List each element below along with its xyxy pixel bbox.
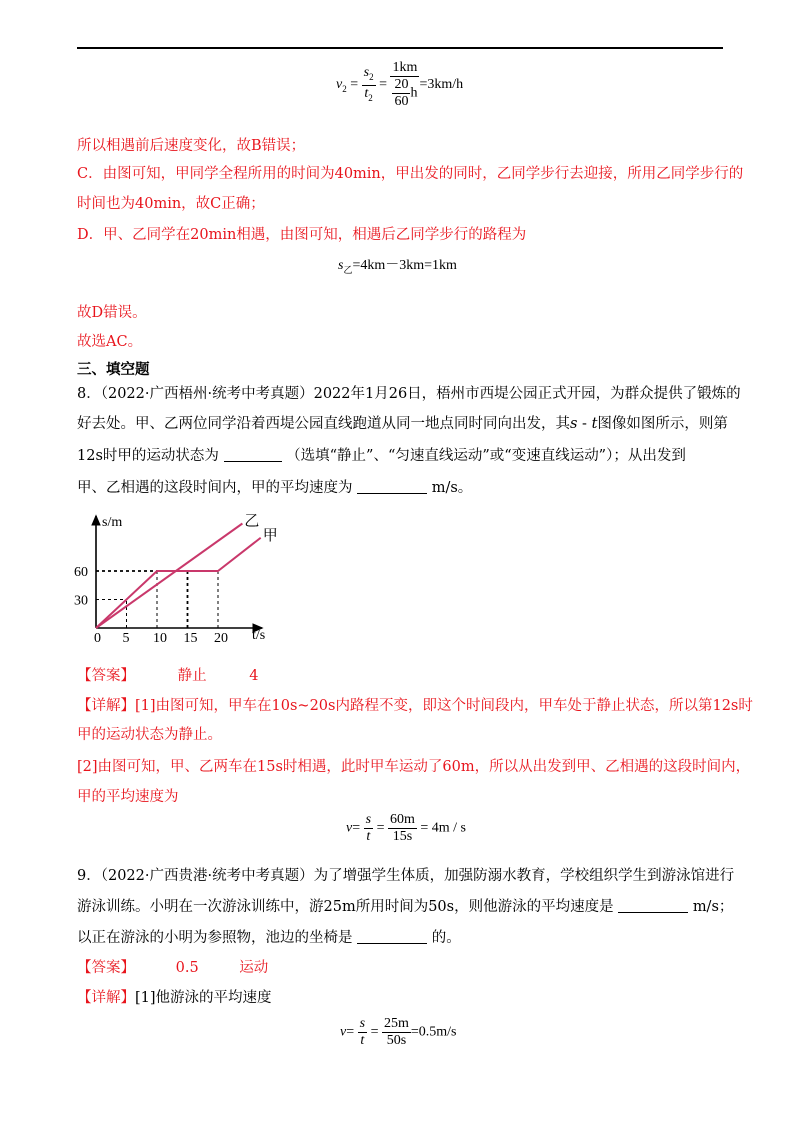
q8-line-1: 8．（2022·广西梧州·统考中考真题）2022年1月26日，梧州市西堤公园正式开园，为群众提供了锻炼的 — [77, 386, 741, 402]
q8-detail-1: 【详解】[1]由图可知，甲车在10s~20s内路程不变，即这个时间段内，甲车处于静止状态，所以第12s时 — [77, 698, 753, 714]
header-rule — [77, 47, 723, 49]
q9-line-2: 游泳训练。小明在一次游泳训练中，游25m所用时间为50s，则他游泳的平均速度是 m/s； — [77, 899, 734, 915]
q9-answer — [77, 958, 268, 978]
q8-line-3: 12s时甲的运动状态为 （选填“静止”、“匀速直线运动”或“变速直线运动”）；从出发到 — [77, 448, 686, 464]
q9-line-3: 以正在游泳的小明为参照物，池边的坐椅是 的。 — [77, 930, 461, 946]
answer-tag: 【答案】 — [77, 960, 135, 976]
formula-v2: $v_2$ = $\frac{s_2}{t_2}$ = 1km $\frac{20}{60}$ h =3km/h — [336, 60, 464, 109]
q8-answer — [77, 666, 258, 686]
y-tick-label: 60 — [74, 565, 88, 580]
formula-s-rest: =4km－3km=1km — [352, 258, 457, 273]
b-conclusion: 所以相遇前后速度变化，故B错误； — [77, 138, 306, 154]
series-line — [96, 538, 261, 628]
formula-inner-fraction — [392, 77, 410, 110]
q8-detail-4: 甲的平均速度为 — [77, 789, 179, 805]
answer-value-1: 静止 — [177, 668, 207, 684]
q8-formula: v= $\frac{s}{t}$ = $\frac{60m}{15s}$ = 4m / s — [346, 812, 466, 844]
formula-result: =3km/h — [419, 77, 464, 93]
formula-numerator: 1km — [390, 60, 419, 77]
formula-inner-num: 20 — [394, 77, 409, 92]
series-label: 乙 — [244, 511, 260, 530]
formula-s-symbol: s — [338, 258, 344, 273]
x-tick-label: 10 — [153, 631, 167, 646]
answer-blank-1[interactable] — [224, 447, 282, 462]
answer-value-2: 4 — [249, 668, 259, 684]
y-axis-label: s/m — [102, 515, 123, 530]
series-line — [96, 524, 242, 629]
d-conclusion: 故D错误。 — [77, 305, 147, 321]
formula-equals: = — [350, 77, 359, 93]
formula-v-symbol: v — [336, 77, 343, 93]
c-line-1: C．由图可知，甲同学全程所用的时间为40min，甲出发的同时，乙同学步行去迎接，所用乙同学步行的 — [77, 166, 744, 182]
answer-blank-4[interactable] — [357, 929, 427, 944]
formula-inner-den: 60 — [394, 94, 409, 109]
d-line-1: D．甲、乙同学在20min相遇，由图可知，相遇后乙同学步行的路程为 — [77, 227, 527, 243]
formula-t: t — [364, 85, 369, 101]
q9-detail-1: 【详解】[1]他游泳的平均速度 — [77, 990, 272, 1006]
formula-s-distance — [338, 254, 457, 276]
q8-line-2: 好去处。甲、乙两位同学沿着西堤公园直线跑道从同一地点同时同向出发，其s - t图像如图所示，则第 — [77, 416, 728, 432]
formula-t-sub: 2 — [368, 92, 373, 103]
formula-s-subscript: 乙 — [343, 264, 353, 275]
st-graph — [72, 504, 292, 646]
x-tick-label: 15 — [183, 631, 198, 646]
x-tick-label: 0 — [94, 631, 101, 646]
formula-unit-h: h — [410, 85, 418, 101]
formula-s-sub: 2 — [369, 71, 374, 82]
series-label: 甲 — [262, 525, 278, 544]
q9-formula: v= $\frac{s}{t}$ = $\frac{25m}{50s}$ =0.5m/s — [340, 1016, 457, 1048]
answer-tag: 【答案】 — [77, 668, 135, 684]
answer-value-1: 0.5 — [175, 960, 199, 976]
section-heading: 三、填空题 — [77, 361, 150, 378]
x-tick-label: 20 — [214, 631, 228, 646]
c-line-2: 时间也为40min，故C正确； — [77, 196, 265, 212]
answer-choice: 故选AC。 — [77, 334, 143, 350]
answer-value-2: 运动 — [239, 960, 269, 976]
answer-blank-2[interactable] — [357, 479, 427, 494]
answer-blank-3[interactable] — [618, 898, 688, 913]
formula-subscript: 2 — [342, 84, 347, 95]
formula-km-over-h — [390, 60, 419, 110]
guide-lines — [96, 571, 218, 628]
x-tick-label: 5 — [122, 631, 130, 646]
formula-s: s — [363, 64, 370, 80]
q8-line-4: 甲、乙相遇的这段时间内，甲的平均速度为 m/s。 — [77, 480, 473, 496]
q9-line-1: 9．（2022·广西贵港·统考中考真题）为了增强学生体质，加强防溺水教育，学校组织学生到游泳馆进行 — [77, 868, 735, 884]
series-group — [96, 512, 278, 629]
q8-detail-2: 甲的运动状态为静止。 — [77, 727, 222, 743]
q8-detail-3: [2]由图可知，甲、乙两车在15s时相遇，此时甲车运动了60m，所以从出发到甲、乙相遇的这段时间内， — [77, 759, 751, 775]
y-tick-label: 30 — [74, 593, 88, 609]
formula-s-over-t — [362, 65, 376, 106]
x-axis-label: t/s — [252, 628, 266, 643]
